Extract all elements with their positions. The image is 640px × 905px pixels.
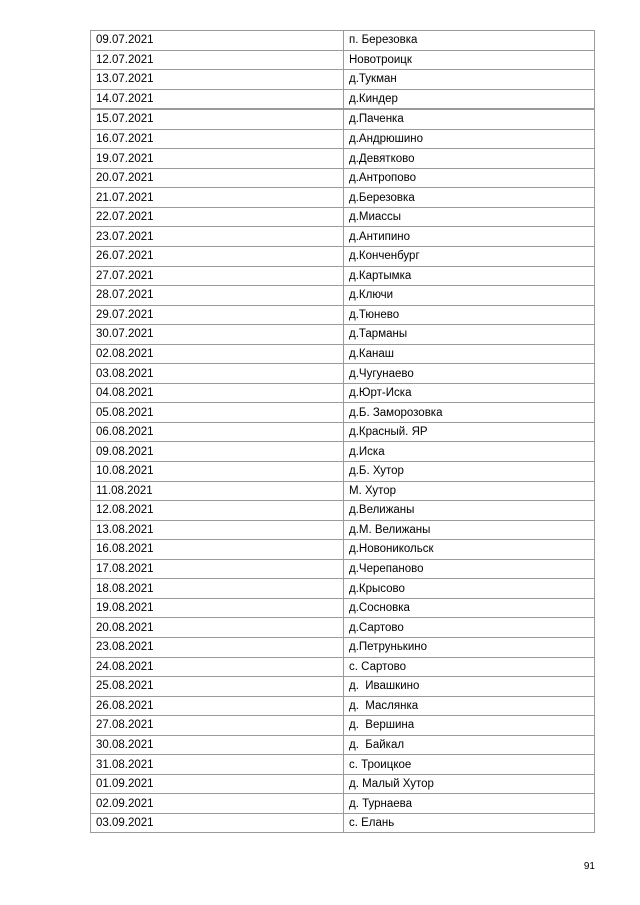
table-row [91, 637, 595, 657]
place-cell: д.Сартово [344, 618, 595, 638]
place-cell: д. Ивашкино [344, 677, 595, 697]
date-cell: 21.07.2021 [91, 188, 344, 208]
table-row [91, 364, 595, 384]
date-cell: 20.08.2021 [91, 618, 344, 638]
date-cell: 06.08.2021 [91, 422, 344, 442]
place-cell: д.Картымка [344, 266, 595, 286]
date-cell: 09.07.2021 [91, 31, 344, 51]
date-cell: 11.08.2021 [91, 481, 344, 501]
place-cell: д. Турнаева [344, 794, 595, 814]
place-cell: д.Б. Хутор [344, 462, 595, 482]
place-cell: д.Миассы [344, 207, 595, 227]
table-row [91, 70, 595, 90]
place-cell: д.Киндер [344, 89, 595, 109]
place-cell: д.Б. Заморозовка [344, 403, 595, 423]
place-cell: с. Троицкое [344, 755, 595, 775]
date-cell: 17.08.2021 [91, 559, 344, 579]
schedule-table [90, 30, 595, 833]
place-cell: д.Тарманы [344, 325, 595, 345]
place-cell: д. Байкал [344, 735, 595, 755]
place-cell: д.Конченбург [344, 247, 595, 267]
place-cell: Новотроицк [344, 50, 595, 70]
date-cell: 12.08.2021 [91, 501, 344, 521]
place-cell: с. Елань [344, 813, 595, 833]
table-row [91, 755, 595, 775]
table-row [91, 89, 595, 109]
date-cell: 16.08.2021 [91, 540, 344, 560]
place-cell: п. Березовка [344, 31, 595, 51]
date-cell: 13.07.2021 [91, 70, 344, 90]
table-row [91, 657, 595, 677]
date-cell: 12.07.2021 [91, 50, 344, 70]
date-cell: 16.07.2021 [91, 129, 344, 149]
table-row [91, 696, 595, 716]
date-cell: 02.09.2021 [91, 794, 344, 814]
table-row [91, 735, 595, 755]
place-cell: д.Крысово [344, 579, 595, 599]
date-cell: 25.08.2021 [91, 677, 344, 697]
date-cell: 27.07.2021 [91, 266, 344, 286]
table-row [91, 31, 595, 51]
place-cell: д.Черепаново [344, 559, 595, 579]
place-cell: д.Тукман [344, 70, 595, 90]
date-cell: 01.09.2021 [91, 774, 344, 794]
table-row [91, 598, 595, 618]
date-cell: 10.08.2021 [91, 462, 344, 482]
date-cell: 23.07.2021 [91, 227, 344, 247]
schedule-table-body [91, 31, 595, 833]
place-cell: д.Березовка [344, 188, 595, 208]
place-cell: д.Девятково [344, 149, 595, 169]
place-cell: д.Антропово [344, 168, 595, 188]
date-cell: 20.07.2021 [91, 168, 344, 188]
table-row [91, 774, 595, 794]
place-cell: д.Ключи [344, 286, 595, 306]
place-cell: д.Паченка [344, 109, 595, 129]
table-row [91, 383, 595, 403]
place-cell: д.Велижаны [344, 501, 595, 521]
page-number: 91 [583, 861, 595, 872]
table-row [91, 716, 595, 736]
place-cell: д. Малый Хутор [344, 774, 595, 794]
place-cell: д.Иска [344, 442, 595, 462]
table-row [91, 247, 595, 267]
table-row [91, 403, 595, 423]
table-row [91, 168, 595, 188]
table-row [91, 207, 595, 227]
place-cell: д.Красный. ЯР [344, 422, 595, 442]
place-cell: д.Сосновка [344, 598, 595, 618]
place-cell: д.М. Велижаны [344, 520, 595, 540]
table-row [91, 188, 595, 208]
date-cell: 26.07.2021 [91, 247, 344, 267]
table-row [91, 462, 595, 482]
table-row [91, 794, 595, 814]
date-cell: 05.08.2021 [91, 403, 344, 423]
date-cell: 23.08.2021 [91, 637, 344, 657]
table-row [91, 481, 595, 501]
date-cell: 30.08.2021 [91, 735, 344, 755]
table-row [91, 286, 595, 306]
table-row [91, 344, 595, 364]
date-cell: 02.08.2021 [91, 344, 344, 364]
place-cell: д. Маслянка [344, 696, 595, 716]
date-cell: 18.08.2021 [91, 579, 344, 599]
table-row [91, 129, 595, 149]
place-cell: д.Новоникольск [344, 540, 595, 560]
place-cell: д.Чугунаево [344, 364, 595, 384]
date-cell: 15.07.2021 [91, 109, 344, 129]
table-row [91, 579, 595, 599]
table-row [91, 109, 595, 129]
place-cell: д.Юрт-Иска [344, 383, 595, 403]
table-row [91, 813, 595, 833]
date-cell: 03.09.2021 [91, 813, 344, 833]
table-row [91, 266, 595, 286]
date-cell: 09.08.2021 [91, 442, 344, 462]
place-cell: д.Антипино [344, 227, 595, 247]
date-cell: 19.07.2021 [91, 149, 344, 169]
date-cell: 19.08.2021 [91, 598, 344, 618]
table-row [91, 442, 595, 462]
date-cell: 26.08.2021 [91, 696, 344, 716]
date-cell: 04.08.2021 [91, 383, 344, 403]
date-cell: 28.07.2021 [91, 286, 344, 306]
table-row [91, 677, 595, 697]
date-cell: 30.07.2021 [91, 325, 344, 345]
place-cell: д.Канаш [344, 344, 595, 364]
date-cell: 03.08.2021 [91, 364, 344, 384]
table-row [91, 618, 595, 638]
date-cell: 31.08.2021 [91, 755, 344, 775]
place-cell: М. Хутор [344, 481, 595, 501]
table-row [91, 227, 595, 247]
date-cell: 14.07.2021 [91, 89, 344, 109]
place-cell: д.Петрунькино [344, 637, 595, 657]
date-cell: 24.08.2021 [91, 657, 344, 677]
table-row [91, 540, 595, 560]
place-cell: д.Тюнево [344, 305, 595, 325]
table-row [91, 520, 595, 540]
date-cell: 22.07.2021 [91, 207, 344, 227]
date-cell: 27.08.2021 [91, 716, 344, 736]
date-cell: 13.08.2021 [91, 520, 344, 540]
date-cell: 29.07.2021 [91, 305, 344, 325]
table-row [91, 325, 595, 345]
table-row [91, 559, 595, 579]
table-row [91, 50, 595, 70]
table-row [91, 501, 595, 521]
place-cell: д.Андрюшино [344, 129, 595, 149]
table-row [91, 149, 595, 169]
table-row [91, 422, 595, 442]
place-cell: д. Вершина [344, 716, 595, 736]
place-cell: с. Сартово [344, 657, 595, 677]
table-row [91, 305, 595, 325]
